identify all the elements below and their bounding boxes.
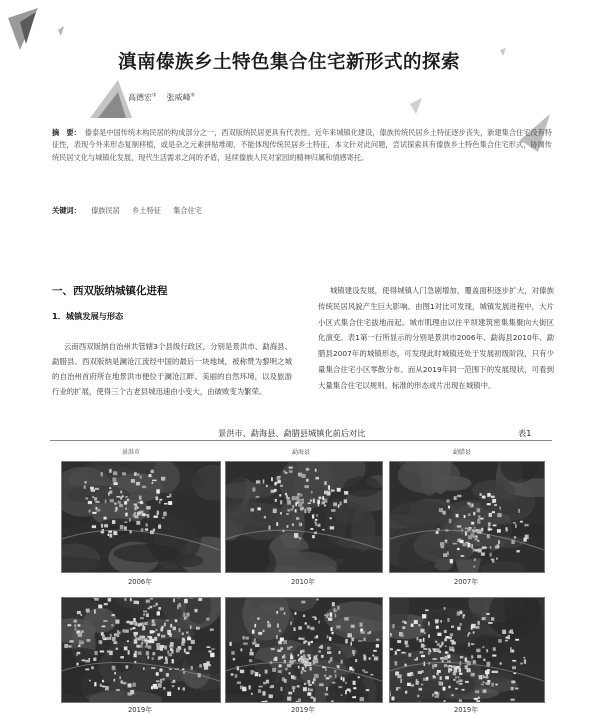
keyword: 傣族民居 [91, 206, 120, 215]
column-header: 景洪市 [122, 447, 140, 456]
image-caption: 2007年 [446, 576, 486, 586]
author-line [128, 92, 195, 103]
column-header: 勐腊县 [453, 447, 471, 456]
keywords [52, 206, 552, 216]
image-caption: 2006年 [120, 576, 160, 586]
image-caption: 2019年 [120, 704, 160, 714]
satellite-image [61, 461, 221, 573]
satellite-image [61, 597, 221, 703]
section-heading: 一、西双版纳城镇化进程 [52, 283, 168, 298]
satellite-image [389, 597, 545, 703]
keywords-label: 关键词： [52, 206, 81, 215]
decorative-triangles-top-left [0, 0, 130, 70]
satellite-image [389, 461, 545, 573]
abstract-text: 傣泰是中国传统木构民居的构成部分之一，西双版纳民居更具有代表性。近年来城镇化建设，傣族传统民居乡土特征逐步丧失，新建集合住宅没有特征性，表现今外来形态复制移植，或是杂之元素拼贴堆砌，不能体现传统民居乡土特征，本文针对此问题，尝试探索具有傣族乡土特色集合住宅形式，协调传统民居文化与城镇化发展，现代生活需求之间的矛盾，延续傣族人民对家园的精神归属和情感寄托。 [52, 128, 552, 162]
author-mark: ① [152, 92, 156, 98]
satellite-image [225, 597, 383, 703]
table-number: 表1 [518, 428, 531, 439]
subsection-heading: 1．城镇发展与形态 [52, 311, 123, 322]
column-header: 勐海县 [292, 447, 310, 456]
article-title: 滇南傣族乡土特色集合住宅新形式的探索 [118, 48, 518, 74]
satellite-image [225, 461, 383, 573]
image-caption: 2019年 [283, 704, 323, 714]
image-caption: 2019年 [446, 704, 486, 714]
body-paragraph-left: 云南西双版纳自治州共管辖3个县级行政区，分别是景洪市、勐海县、勐腊县。西双版纳是澜沧江流经中国的最后一块地域，被称赞为黎明之城的自治州首府所在地景洪市便位于澜沧江畔。美丽的自然环境，以及旅游行业的扩展，使得三个古老县城迅速由小变大，由破败变为繁荣。 [52, 339, 292, 399]
abstract [52, 127, 552, 164]
author-mark: ② [191, 92, 195, 98]
keyword: 乡土特征 [132, 206, 161, 215]
author-name: 高德宏 [128, 93, 152, 102]
abstract-label: 摘 要： [52, 128, 81, 137]
keyword: 集合住宅 [173, 206, 202, 215]
author-name: 张威峰 [167, 93, 191, 102]
image-caption: 2010年 [283, 576, 323, 586]
table-title: 景洪市、勐海县、勐腊县城镇化前后对比 [218, 428, 365, 439]
body-paragraph-right: 城镇建设发展，使得城镇人门急剧增加，覆盖面积逐步扩大，对傣族传统民居风貌产生巨大影响。由图1对比可发现，城镇发展进程中，大片小区式集合住宅拔地而起。城市肌理由以往平坝建筑密集集聚向大街区化演变。表1第一行所显示的分别是景洪市2006年、勐海县2010年、勐腊县2007年的城镇形态，可发现此时城镇还处于发展初级阶段，只有少量集合住宅小区零散分布。而从2019年同一范围下的发展现状，可看到大量集合住宅以规则、标准的形态成片出现在城镇中。 [318, 283, 554, 394]
